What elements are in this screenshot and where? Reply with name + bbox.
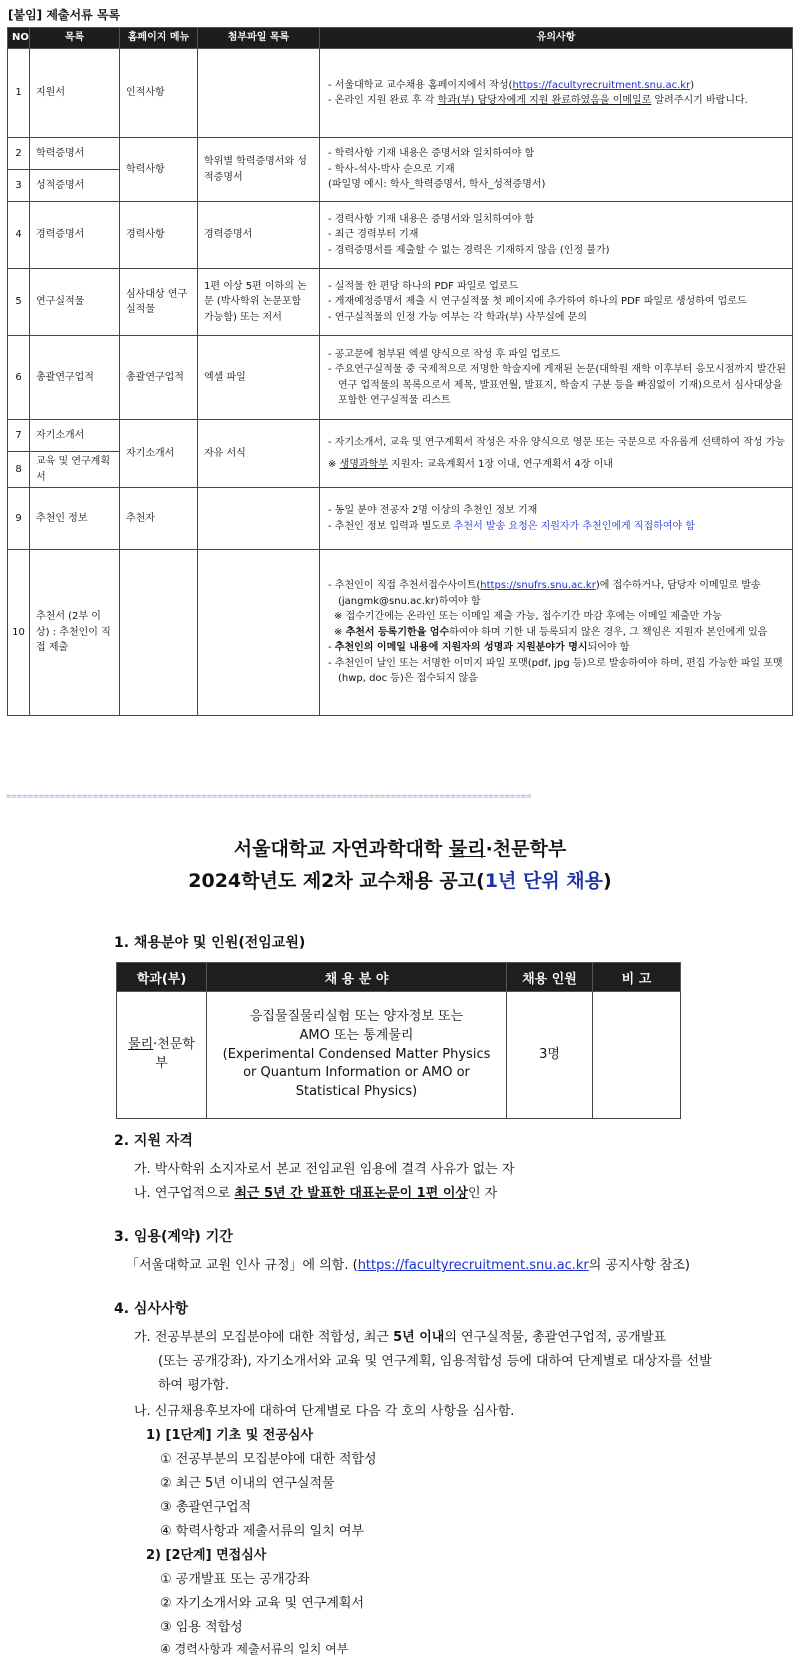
table-header-row [117,963,681,992]
section-3-heading: 3. 임용(계약) 기간 [114,1229,233,1245]
table-row [8,550,793,716]
row-file: 1편 이상 5편 이하의 논문 (박사학위 논문포함 가능함) 또는 저서 [198,269,320,336]
step2-item: ③ 임용 적합성 [160,1620,243,1635]
row-notes: - 공고문에 첨부된 엑셀 양식으로 작성 후 파일 업로드 - 주요연구실적물 중 국제적으로 저명한 학술지에 게재된 논문(대학원 재학 이후부터 응모시점까지 발간된 연구 업적물의 목록으로서 제목, 발표연월, 발표지, 학술지 구분 등을 빠짐없이 기재)으로서 심사대상을 포함한 연구실적물 리스트 [320,336,793,420]
row-file [198,49,320,138]
step2-item: ② 자기소개서와 교육 및 연구계획서 [160,1596,364,1611]
step1-item: ③ 총괄연구업적 [160,1500,252,1515]
notice-title-line1: 서울대학교 자연과학대학 물리·천문학부 [233,838,567,860]
row-item: 추천서 (2부 이상) : 추천인이 직접 제출 [30,550,120,716]
table-row [117,992,681,1119]
snufrs-link[interactable]: https://snufrs.snu.ac.kr [480,580,596,592]
table-header-row [8,28,793,49]
qualification-b: 나. 연구업적으로 최근 5년 간 발표한 대표논문이 1편 이상인 자 [134,1186,498,1201]
table-row [8,488,793,550]
row-item: 학력증명서 [30,138,120,170]
table-row [8,138,793,170]
table-row [8,49,793,138]
attachment-title: [붙임] 제출서류 목록 [8,8,121,22]
row-notes: - 자기소개서, 교육 및 연구계획서 작성은 자유 양식으로 영문 또는 국문으로 자유롭게 선택하여 작성 가능 ※ 생명과학부 지원자: 교육계획서 1장 이내, 연구계획서 4장 이내 [320,420,793,488]
term-text: 「서울대학교 교원 인사 규정」에 의함. (https://facultyrecruitment.snu.ac.kr의 공지사항 참조) [126,1258,690,1273]
review-b: 나. 신규채용후보자에 대하여 단계별로 다음 각 호의 사항을 심사함. [134,1404,515,1419]
row-notes: - 실적물 한 편당 하나의 PDF 파일로 업로드 - 게재예정증명서 제출 시 연구실적물 첫 페이지에 추가하여 하나의 PDF 파일로 생성하여 업로드 - 연구실적물의 인정 가능 여부는 각 학과(부) 사무실에 문의 [320,269,793,336]
row-menu: 추천자 [120,488,198,550]
row-menu: 자기소개서 [120,420,198,488]
row-notes: - 경력사항 기재 내용은 증명서와 일치하여야 함 - 최근 경력부터 기재 - 경력증명서를 제출할 수 없는 경력은 기재하지 않음 (인정 불가) [320,202,793,269]
row-notes: - 서울대학교 교수채용 홈페이지에서 작성(https://facultyrecruitment.snu.ac.kr) - 온라인 지원 완료 후 각 학과(부) 담당자에게 지원 완료하였음을 이메일로 알려주시기 바랍니다. [320,49,793,138]
faculty-recruitment-link[interactable]: https://facultyrecruitment.snu.ac.kr [357,1258,589,1273]
section-4-heading: 4. 심사사항 [114,1301,189,1317]
step1-heading: 1) [1단계] 기초 및 전공심사 [146,1428,314,1443]
row-no: 3 [8,170,30,202]
review-a-line1: 가. 전공부분의 모집분야에 대한 적합성, 최근 5년 이내의 연구실적물, 총괄연구업적, 공개발표 [134,1330,666,1345]
row-no: 4 [8,202,30,269]
table-row [8,336,793,420]
required-documents-table [7,27,793,716]
row-no: 5 [8,269,30,336]
row-no: 8 [8,452,30,488]
qualification-a: 가. 박사학위 소지자로서 본교 전임교원 임용에 결격 사유가 없는 자 [134,1162,515,1177]
step2-item: ① 공개발표 또는 공개강좌 [160,1572,310,1587]
row-item: 자기소개서 [30,420,120,452]
recruitment-table [116,962,681,1119]
step2-item: ④ 경력사항과 제출서류의 일치 여부 [160,1642,349,1656]
row-menu: 인적사항 [120,49,198,138]
section-1-heading: 1. 채용분야 및 인원(전임교원) [114,935,306,951]
row-no: 6 [8,336,30,420]
row-no: 2 [8,138,30,170]
field-cell: 응집물질물리실험 또는 양자정보 또는 AMO 또는 통계물리 (Experimental Condensed Matter Physics or Quantum Information or AMO or Statistical Physics) [207,992,507,1119]
col-header-no: NO [8,28,30,49]
row-item: 총괄연구업적 [30,336,120,420]
remark-cell [593,992,681,1119]
row-no: 9 [8,488,30,550]
row-file [198,488,320,550]
dept-cell: 물리·천문학부 [117,992,207,1119]
row-menu: 경력사항 [120,202,198,269]
row-file: 엑셀 파일 [198,336,320,420]
col-header-dept: 학과(부) [117,963,207,992]
col-header-notes: 유의사항 [320,28,793,49]
section-2-heading: 2. 지원 자격 [114,1133,193,1149]
row-menu [120,550,198,716]
count-cell: 3명 [507,992,593,1119]
row-item: 경력증명서 [30,202,120,269]
step1-item: ① 전공부분의 모집분야에 대한 적합성 [160,1452,377,1467]
faculty-recruitment-link[interactable]: https://facultyrecruitment.snu.ac.kr [512,79,691,91]
row-notes: - 학력사항 기재 내용은 증명서와 일치하여야 함 - 학사-석사-박사 순으로 기재 (파일명 예시: 학사_학력증명서, 학사_성적증명서) [320,138,793,202]
row-menu: 학력사항 [120,138,198,202]
section-divider: ================================================================================================= [6,794,532,801]
col-header-file: 첨부파일 목록 [198,28,320,49]
row-item: 연구실적물 [30,269,120,336]
col-header-item: 목록 [30,28,120,49]
table-row [8,420,793,452]
review-a-line2: (또는 공개강좌), 자기소개서와 교육 및 연구계획, 임용적합성 등에 대하여 단계별로 대상자를 선발 [158,1354,712,1369]
notice-title-line2: 2024학년도 제2차 교수채용 공고(1년 단위 채용) [188,870,612,892]
row-file [198,550,320,716]
row-menu: 총괄연구업적 [120,336,198,420]
row-notes: - 추천인이 직접 추천서접수사이트(https://snufrs.snu.ac.kr)에 접수하거나, 담당자 이메일로 발송(jangmk@snu.ac.kr)하여야 함 ※ 접수기간에는 온라인 또는 이메일 제출 가능, 접수기간 마감 후에는 이메일 제출만 가능 ※ 추천서 등록기한을 엄수하여야 하며 기한 내 등록되지 않은 경우, 그 책임은 지원자 본인에게 있음 - 추천인의 이메일 내용에 지원자의 성명과 지원분야가 명시되어야 함 - 추천인이 날인 또는 서명한 이미지 파일 포맷(pdf, jpg 등)으로 발송하여야 하며, 편집 가능한 파일 포맷(hwp, doc 등)은 접수되지 않음 [320,550,793,716]
row-menu: 심사대상 연구실적물 [120,269,198,336]
row-notes: - 동일 분야 전공자 2명 이상의 추천인 정보 기재 - 추천인 정보 입력과 별도로 추천서 발송 요청은 지원자가 추천인에게 직접하여야 함 [320,488,793,550]
table-row [8,269,793,336]
row-no: 10 [8,550,30,716]
step1-item: ④ 학력사항과 제출서류의 일치 여부 [160,1524,364,1539]
row-file: 학위별 학력증명서와 성적증명서 [198,138,320,202]
col-header-menu: 홈페이지 메뉴 [120,28,198,49]
row-file: 자유 서식 [198,420,320,488]
row-item: 교육 및 연구계획서 [30,452,120,488]
table-row [8,202,793,269]
row-item: 추천인 정보 [30,488,120,550]
row-file: 경력증명서 [198,202,320,269]
col-header-field: 채 용 분 야 [207,963,507,992]
review-a-line3: 하여 평가함. [158,1378,230,1393]
col-header-count: 채용 인원 [507,963,593,992]
step1-item: ② 최근 5년 이내의 연구실적물 [160,1476,335,1491]
row-item: 성적증명서 [30,170,120,202]
row-no: 1 [8,49,30,138]
col-header-remark: 비 고 [593,963,681,992]
row-no: 7 [8,420,30,452]
row-item: 지원서 [30,49,120,138]
step2-heading: 2) [2단계] 면접심사 [146,1548,267,1563]
